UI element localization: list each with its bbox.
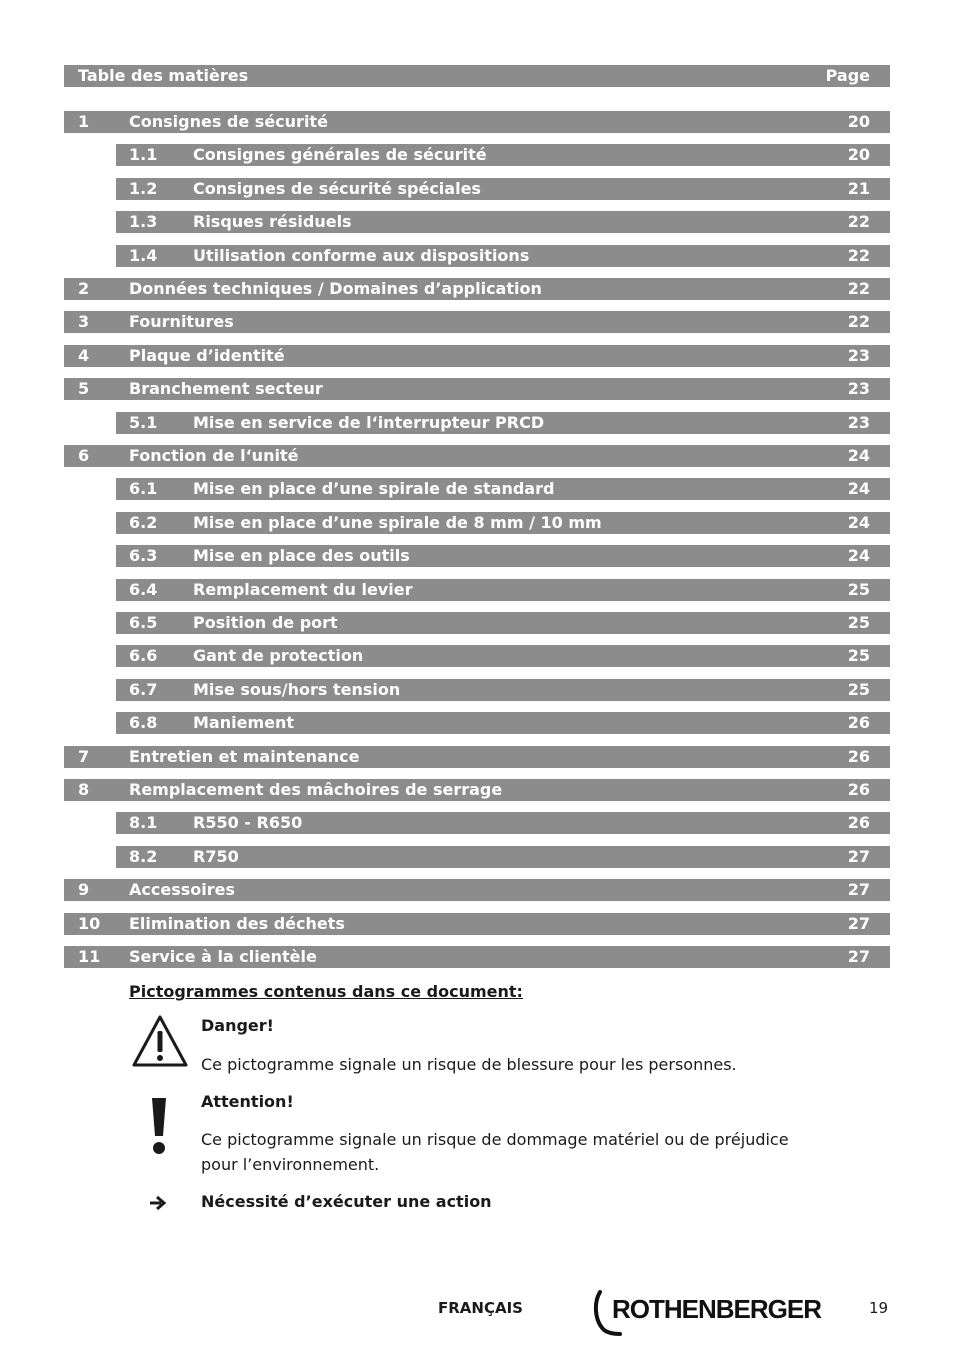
toc-title: Mise en place des outils xyxy=(193,546,410,565)
page-number: 19 xyxy=(869,1299,889,1317)
toc-number: 5.1 xyxy=(129,413,158,432)
toc-title: Fonction de l‘unité xyxy=(129,446,299,465)
toc-row xyxy=(116,512,890,534)
toc-title: Remplacement du levier xyxy=(193,580,413,599)
toc-page: 22 xyxy=(847,312,870,331)
pictograms-heading: Pictogrammes contenus dans ce document: xyxy=(129,982,523,1001)
toc-title: Mise en service de l‘interrupteur PRCD xyxy=(193,413,545,432)
toc-page: 24 xyxy=(847,546,870,565)
toc-number: 6.8 xyxy=(129,713,158,732)
toc-page: 23 xyxy=(847,346,870,365)
exclamation-icon xyxy=(148,1095,170,1157)
danger-triangle-icon xyxy=(131,1014,189,1068)
toc-number: 6.5 xyxy=(129,613,158,632)
danger-text: Ce pictogramme signale un risque de blessure pour les personnes. xyxy=(201,1055,737,1074)
toc-number: 6.3 xyxy=(129,546,158,565)
toc-row xyxy=(116,846,890,868)
toc-title: Mise en place d’une spirale de 8 mm / 10 mm xyxy=(193,513,602,532)
toc-page: 22 xyxy=(847,246,870,265)
toc-title: Branchement secteur xyxy=(129,379,323,398)
toc-row xyxy=(116,245,890,267)
toc-number: 6.1 xyxy=(129,479,158,498)
toc-number: 5 xyxy=(78,379,90,398)
toc-title: Mise en place d’une spirale de standard xyxy=(193,479,555,498)
toc-row xyxy=(116,645,890,667)
toc-row xyxy=(116,412,890,434)
toc-number: 1.1 xyxy=(129,145,158,164)
toc-row xyxy=(64,345,890,367)
toc-page: 22 xyxy=(847,279,870,298)
toc-title: Remplacement des mâchoires de serrage xyxy=(129,780,503,799)
toc-row xyxy=(64,278,890,300)
toc-title: Gant de protection xyxy=(193,646,364,665)
toc-page: 24 xyxy=(847,513,870,532)
toc-row xyxy=(64,111,890,133)
toc-row xyxy=(116,545,890,567)
toc-row xyxy=(116,612,890,634)
toc-number: 2 xyxy=(78,279,90,298)
toc-header-page-label: Page xyxy=(825,66,870,85)
toc-row xyxy=(64,746,890,768)
toc-row xyxy=(116,712,890,734)
toc-number: 1.2 xyxy=(129,179,158,198)
toc-row xyxy=(64,445,890,467)
toc-row xyxy=(64,946,890,968)
footer-language: FRANÇAIS xyxy=(438,1299,523,1317)
toc-header-bar xyxy=(64,65,890,87)
toc-title: R550 - R650 xyxy=(193,813,303,832)
toc-title: Service à la clientèle xyxy=(129,947,317,966)
toc-page: 25 xyxy=(847,646,870,665)
toc-row xyxy=(64,311,890,333)
toc-page: 24 xyxy=(847,479,870,498)
toc-page: 20 xyxy=(847,145,870,164)
toc-row xyxy=(116,679,890,701)
toc-page: 20 xyxy=(847,112,870,131)
brand-name: ROTHENBERGER xyxy=(612,1294,822,1324)
toc-title: Position de port xyxy=(193,613,338,632)
toc-number: 10 xyxy=(78,914,101,933)
toc-title: Consignes de sécurité spéciales xyxy=(193,179,481,198)
toc-row xyxy=(64,913,890,935)
toc-page: 26 xyxy=(847,780,870,799)
action-title: Nécessité d’exécuter une action xyxy=(201,1192,492,1211)
toc-page: 27 xyxy=(847,880,870,899)
toc-page: 26 xyxy=(847,713,870,732)
toc-number: 1.4 xyxy=(129,246,158,265)
toc-number: 6.6 xyxy=(129,646,158,665)
toc-title: Consignes de sécurité xyxy=(129,112,328,131)
toc-number: 1.3 xyxy=(129,212,158,231)
toc-title: Données techniques / Domaines d’application xyxy=(129,279,542,298)
toc-number: 1 xyxy=(78,112,90,131)
toc-title: R750 xyxy=(193,847,239,866)
toc-title: Mise sous/hors tension xyxy=(193,680,401,699)
toc-title: Risques résiduels xyxy=(193,212,352,231)
toc-page: 22 xyxy=(847,212,870,231)
toc-number: 11 xyxy=(78,947,101,966)
toc-number: 8 xyxy=(78,780,90,799)
toc-row xyxy=(64,378,890,400)
toc-number: 6 xyxy=(78,446,90,465)
toc-page: 25 xyxy=(847,680,870,699)
toc-page: 25 xyxy=(847,613,870,632)
toc-title: Entretien et maintenance xyxy=(129,747,360,766)
toc-number: 6.4 xyxy=(129,580,158,599)
toc-page: 25 xyxy=(847,580,870,599)
toc-page: 23 xyxy=(847,379,870,398)
toc-page: 27 xyxy=(847,914,870,933)
toc-number: 4 xyxy=(78,346,90,365)
toc-title: Consignes générales de sécurité xyxy=(193,145,487,164)
toc-page: 26 xyxy=(847,747,870,766)
attention-text-line1: Ce pictogramme signale un risque de dommage matériel ou de préjudice xyxy=(201,1130,789,1149)
toc-row xyxy=(116,144,890,166)
toc-page: 26 xyxy=(847,813,870,832)
toc-number: 3 xyxy=(78,312,90,331)
toc-page: 23 xyxy=(847,413,870,432)
toc-title: Maniement xyxy=(193,713,295,732)
toc-title: Elimination des déchets xyxy=(129,914,345,933)
attention-text-line2: pour l’environnement. xyxy=(201,1155,380,1174)
toc-number: 8.1 xyxy=(129,813,158,832)
toc-number: 8.2 xyxy=(129,847,158,866)
toc-row xyxy=(64,879,890,901)
toc-page: 21 xyxy=(847,179,870,198)
danger-title: Danger! xyxy=(201,1016,274,1035)
toc-page: 27 xyxy=(847,947,870,966)
toc-number: 6.2 xyxy=(129,513,158,532)
attention-title: Attention! xyxy=(201,1092,294,1111)
toc-row xyxy=(116,579,890,601)
toc-page: 27 xyxy=(847,847,870,866)
toc-title: Utilisation conforme aux dispositions xyxy=(193,246,530,265)
toc-number: 7 xyxy=(78,747,90,766)
arrow-right-icon xyxy=(148,1194,168,1212)
toc-title: Plaque d’identité xyxy=(129,346,285,365)
toc-row xyxy=(116,812,890,834)
toc-row xyxy=(116,478,890,500)
toc-header-title: Table des matières xyxy=(78,66,249,85)
toc-row xyxy=(116,178,890,200)
toc-number: 6.7 xyxy=(129,680,158,699)
toc-row xyxy=(64,779,890,801)
toc-number: 9 xyxy=(78,880,90,899)
toc-row xyxy=(116,211,890,233)
toc-title: Fournitures xyxy=(129,312,234,331)
toc-page: 24 xyxy=(847,446,870,465)
toc-title: Accessoires xyxy=(129,880,235,899)
